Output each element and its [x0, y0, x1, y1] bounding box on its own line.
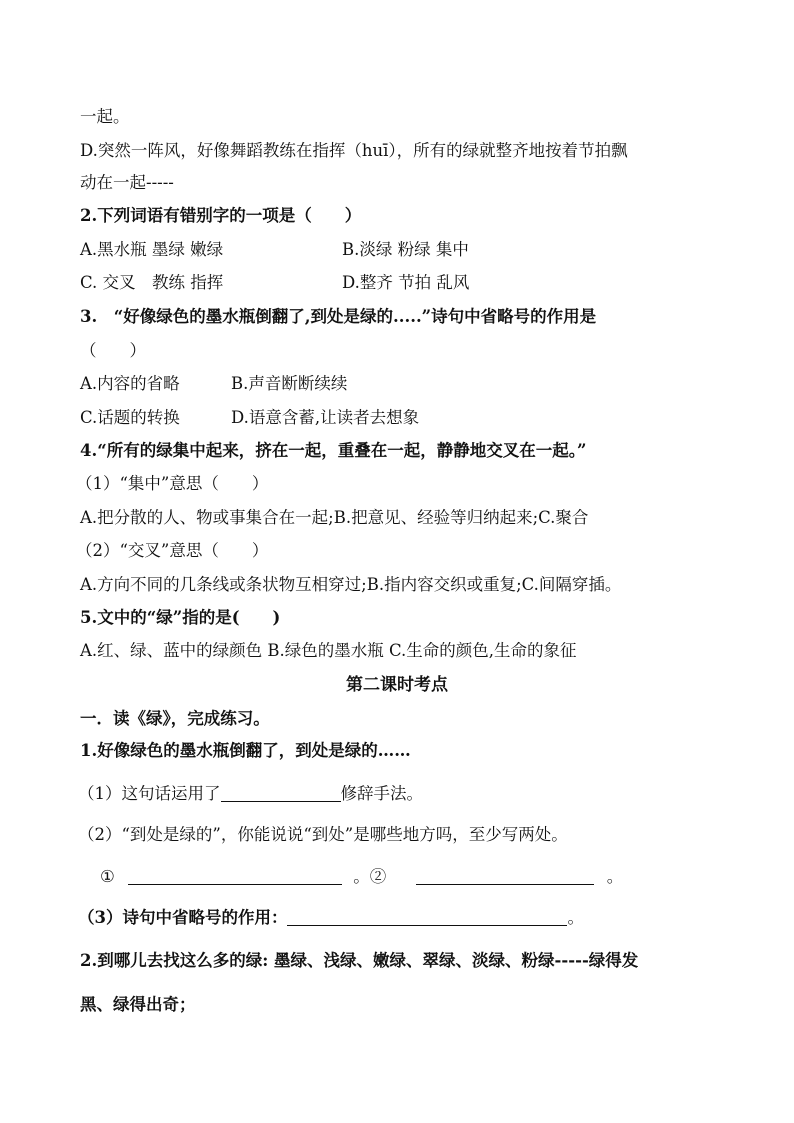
question-4-1: （1）“集中”意思（ ）	[76, 474, 269, 493]
answer-blank[interactable]	[221, 785, 341, 802]
question-2-row-1	[80, 239, 734, 261]
answer-blank[interactable]	[287, 909, 567, 926]
end-text: 。	[567, 908, 584, 927]
option-b: B.淡绿 粉绿 集中	[342, 240, 469, 259]
prompt-text: （3）诗句中省略号的作用：	[78, 908, 288, 927]
end-text: 。	[606, 867, 624, 886]
question-1-1	[78, 783, 734, 805]
text-line: D.突然一阵风，好像舞蹈教练在指挥（huī），所有的绿就整齐地按着节拍飘	[80, 141, 628, 160]
option-c: C.话题的转换	[80, 408, 180, 427]
question-4-2-options: A.方向不同的几条线或条状物互相穿过;B.指内容交织或重复;C.间隔穿插。	[80, 575, 622, 594]
text-line: 动在一起-----	[80, 173, 174, 192]
question-1-2-answers	[100, 866, 734, 888]
part-1-question-2-cont: 黑、绿得出奇；	[80, 995, 196, 1014]
separator-text: 。②	[353, 867, 387, 886]
question-3-paren: （ ）	[80, 341, 146, 360]
option-b: B.声音断断续续	[231, 374, 348, 393]
question-1-3	[78, 907, 734, 929]
question-5-options: A.红、绿、蓝中的绿颜色 B.绿色的墨水瓶 C.生命的颜色,生命的象征	[80, 641, 577, 660]
part-1-question-1: 1.好像绿色的墨水瓶倒翻了，到处是绿的……	[80, 741, 411, 760]
question-2-row-2	[80, 272, 734, 294]
question-1-2: （2）“到处是绿的”，你能说说“到处”是哪些地方吗，至少写两处。	[78, 825, 568, 844]
question-3-row-2	[80, 407, 734, 429]
option-d: D.语意含蓄,让读者去想象	[231, 408, 420, 427]
question-3-row-1	[80, 373, 734, 395]
part-1-question-2: 2.到哪儿去找这么多的绿: 墨绿、浅绿、嫩绿、翠绿、淡绿、粉绿-----绿得发	[80, 951, 639, 970]
circle-number-1: ①	[100, 867, 115, 886]
option-a: A.内容的省略	[80, 374, 180, 393]
question-2: 2.下列词语有错别字的一项是（ ）	[80, 206, 362, 225]
text-line: 一起。	[80, 107, 130, 126]
question-4: 4.“所有的绿集中起来，挤在一起，重叠在一起，静静地交叉在一起。”	[80, 441, 587, 460]
section-title: 第二课时考点	[346, 675, 448, 695]
option-a: A.黑水瓶 墨绿 嫩绿	[80, 240, 224, 259]
option-c: C. 交叉 教练 指挥	[80, 273, 224, 292]
answer-blank-1[interactable]	[128, 868, 342, 885]
question-4-2: （2）“交叉”意思（ ）	[76, 541, 269, 560]
option-d: D.整齐 节拍 乱风	[342, 273, 470, 292]
answer-blank-2[interactable]	[416, 868, 594, 885]
prompt-text: 修辞手法。	[340, 784, 423, 803]
part-1-heading: 一．读《绿》，完成练习。	[80, 709, 270, 728]
question-5: 5.文中的“绿”指的是( )	[80, 608, 281, 627]
question-4-1-options: A.把分散的人、物或事集合在一起;B.把意见、经验等归纳起来;C.聚合	[80, 508, 589, 527]
question-3: 3. “好像绿色的墨水瓶倒翻了,到处是绿的.....”诗句中省略号的作用是	[80, 307, 597, 326]
prompt-text: （1）这句话运用了	[78, 784, 221, 803]
